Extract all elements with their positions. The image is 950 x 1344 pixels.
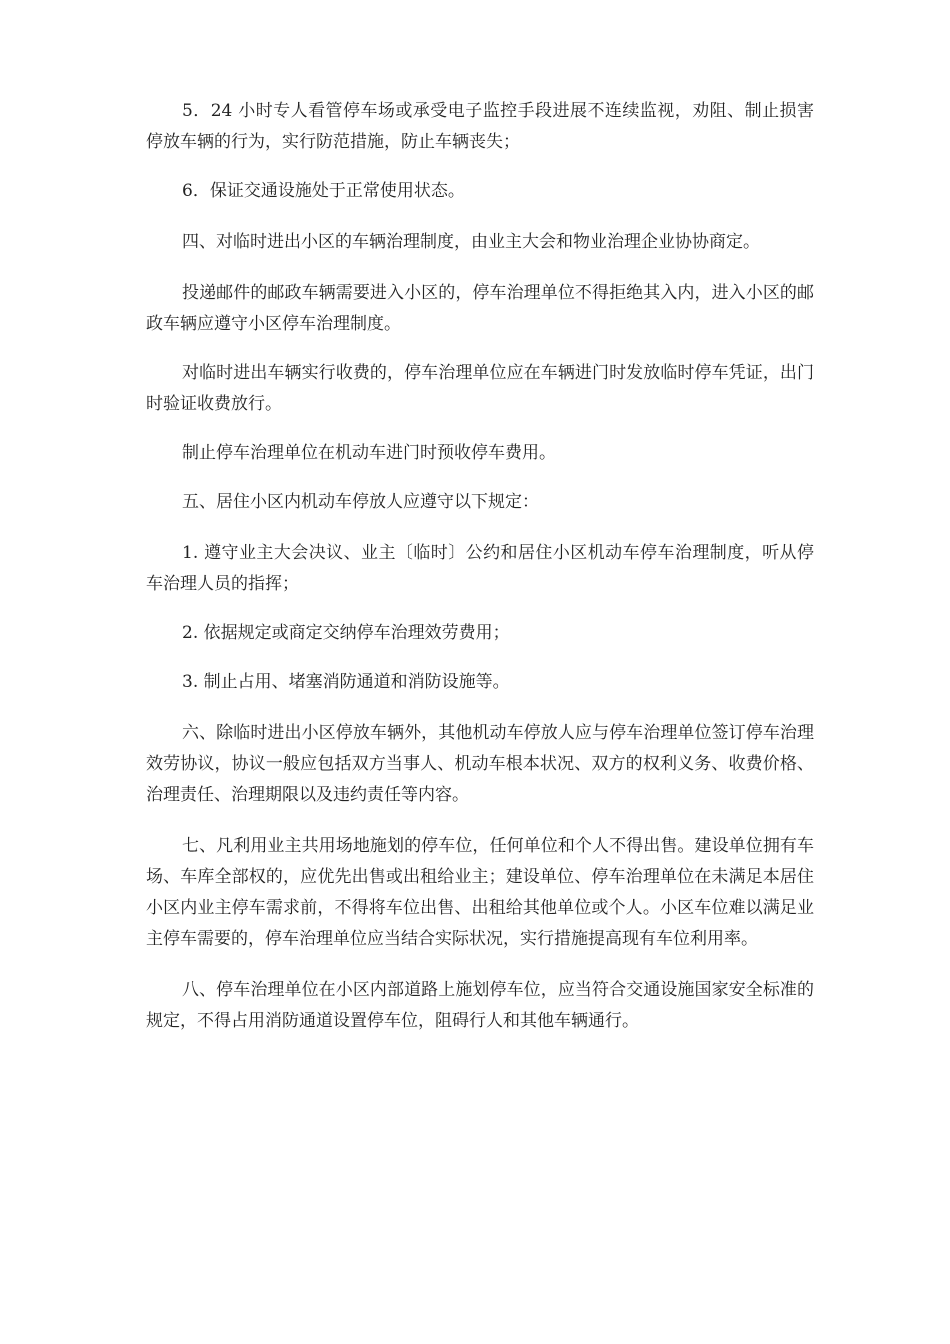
paragraph-section-7: 七、凡利用业主共用场地施划的停车位，任何单位和个人不得出售。建设单位拥有车场、车库全部权的，应优先出售或出租给业主；建设单位、停车治理单位在未满足本居住小区内业主停车需求前，不得将车位出售、出租给其他单位或个人。小区车位难以满足业主停车需要的，停车治理单位应当结合实际状况，实行措施提高现有车位利用率。: [146, 836, 814, 949]
paragraph-rule-1: 1. 遵守业主大会决议、业主〔临时〕公约和居住小区机动车停车治理制度，听从停车治理人员的指挥；: [146, 543, 814, 594]
paragraph-temporary-fee: 对临时进出车辆实行收费的，停车治理单位应在车辆进门时发放临时停车凭证，出门时验证收费放行。: [146, 363, 814, 414]
paragraph-no-prepayment: 制止停车治理单位在机动车进门时预收停车费用。: [182, 443, 556, 463]
paragraph-postal-vehicles: 投递邮件的邮政车辆需要进入小区的，停车治理单位不得拒绝其入内，进入小区的邮政车辆应遵守小区停车治理制度。: [146, 283, 814, 334]
paragraph-item-5: 5．24 小时专人看管停车场或承受电子监控手段进展不连续监视，劝阻、制止损害停放车辆的行为，实行防范措施，防止车辆丧失；: [146, 101, 814, 152]
paragraph-item-6: 6．保证交通设施处于正常使用状态。: [182, 181, 465, 201]
paragraph-rule-3: 3. 制止占用、堵塞消防通道和消防设施等。: [182, 672, 510, 692]
document-body: [146, 96, 814, 1037]
paragraph-section-5: 五、居住小区内机动车停放人应遵守以下规定：: [182, 492, 539, 512]
paragraph-section-8: 八、停车治理单位在小区内部道路上施划停车位，应当符合交通设施国家安全标准的规定，不得占用消防通道设置停车位，阻碍行人和其他车辆通行。: [146, 980, 814, 1031]
paragraph-rule-2: 2. 依据规定或商定交纳停车治理效劳费用；: [182, 623, 510, 643]
paragraph-section-6: 六、除临时进出小区停放车辆外，其他机动车停放人应与停车治理单位签订停车治理效劳协议，协议一般应包括双方当事人、机动车根本状况、双方的权利义务、收费价格、治理责任、治理期限以及违约责任等内容。: [146, 723, 814, 805]
paragraph-section-4: 四、对临时进出小区的车辆治理制度，由业主大会和物业治理企业协协商定。: [182, 232, 760, 252]
